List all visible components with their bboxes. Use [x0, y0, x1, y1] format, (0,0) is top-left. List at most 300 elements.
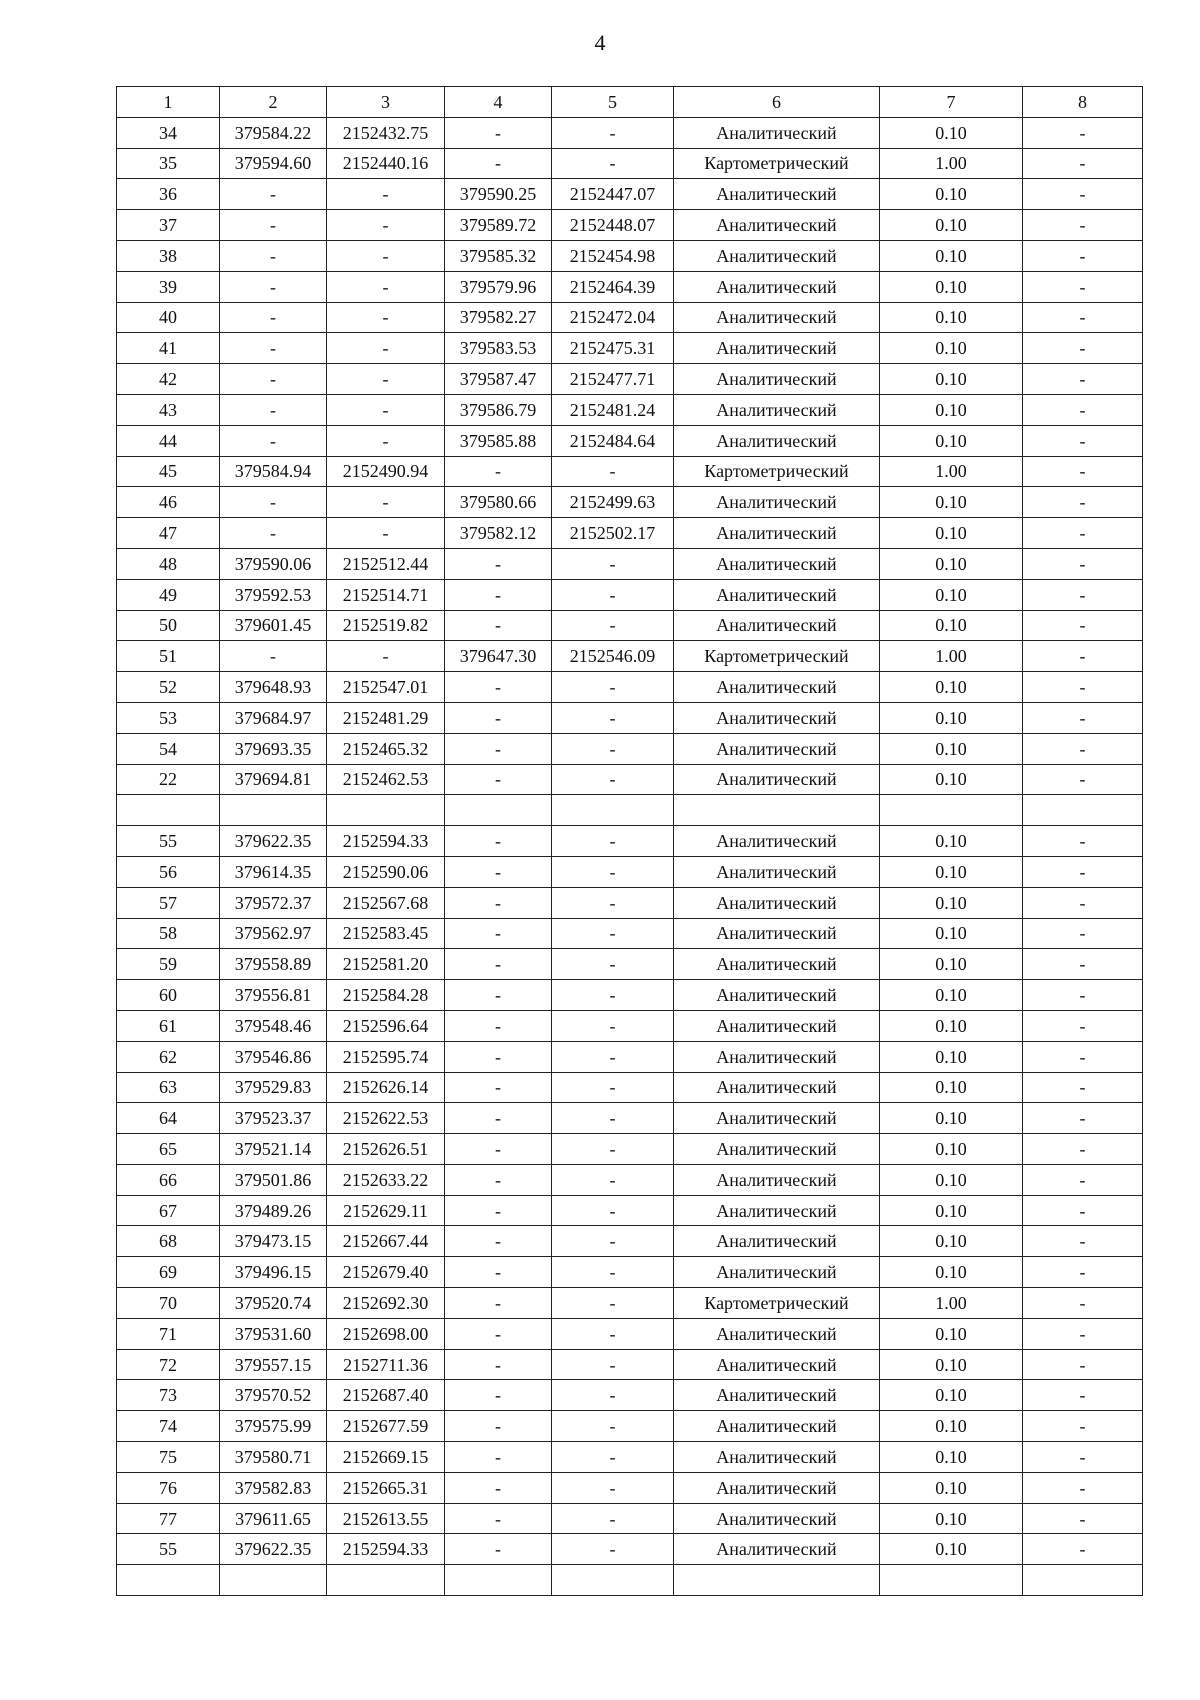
table-cell: 379575.99 [220, 1411, 327, 1442]
table-cell [327, 795, 445, 826]
table-cell: 0.10 [880, 702, 1023, 733]
table-cell: - [552, 1534, 674, 1565]
table-row [117, 425, 1143, 456]
table-cell: 0.10 [880, 579, 1023, 610]
table-row [117, 764, 1143, 795]
table-row [117, 1010, 1143, 1041]
table-cell: - [1023, 148, 1143, 179]
table-cell: - [445, 1072, 552, 1103]
table-cell: 2152499.63 [552, 487, 674, 518]
table-cell: - [552, 1103, 674, 1134]
table-cell: - [327, 302, 445, 333]
table-cell: - [445, 1134, 552, 1165]
table-cell: 2152595.74 [327, 1041, 445, 1072]
table-cell: 2152669.15 [327, 1442, 445, 1473]
table-cell: 379614.35 [220, 856, 327, 887]
table-cell: - [552, 1442, 674, 1473]
table-row [117, 456, 1143, 487]
table-cell: 64 [117, 1103, 220, 1134]
table-cell: Аналитический [674, 302, 880, 333]
table-row [117, 1164, 1143, 1195]
table-cell: - [1023, 1103, 1143, 1134]
table-cell: - [1023, 333, 1143, 364]
table-cell: - [552, 887, 674, 918]
table-cell: 2152626.51 [327, 1134, 445, 1165]
table-row [117, 179, 1143, 210]
table-row [117, 148, 1143, 179]
table-cell [117, 795, 220, 826]
header-cell: 8 [1023, 87, 1143, 118]
table-cell: - [1023, 1288, 1143, 1319]
table-cell: 1.00 [880, 148, 1023, 179]
table-cell: - [552, 456, 674, 487]
table-cell: Аналитический [674, 210, 880, 241]
table-cell: 70 [117, 1288, 220, 1319]
table-cell: 2152679.40 [327, 1257, 445, 1288]
table-cell: Аналитический [674, 179, 880, 210]
table-cell: Аналитический [674, 425, 880, 456]
table-cell: 0.10 [880, 364, 1023, 395]
table-cell: - [1023, 1195, 1143, 1226]
table-cell [1023, 1565, 1143, 1596]
table-cell: 0.10 [880, 1226, 1023, 1257]
table-cell: 0.10 [880, 1503, 1023, 1534]
table-cell: Аналитический [674, 856, 880, 887]
table-row [117, 1349, 1143, 1380]
table-cell: 67 [117, 1195, 220, 1226]
table-cell: 2152432.75 [327, 117, 445, 148]
table-cell: 379531.60 [220, 1318, 327, 1349]
table-cell: 0.10 [880, 1041, 1023, 1072]
table-cell: 379594.60 [220, 148, 327, 179]
table-cell: Аналитический [674, 1472, 880, 1503]
table-row [117, 1565, 1143, 1596]
table-cell: 379592.53 [220, 579, 327, 610]
table-cell: - [220, 271, 327, 302]
table-cell: 56 [117, 856, 220, 887]
table-cell: - [1023, 548, 1143, 579]
table-cell: Аналитический [674, 887, 880, 918]
table-cell: 2152590.06 [327, 856, 445, 887]
table-cell: 2152667.44 [327, 1226, 445, 1257]
table-cell: 0.10 [880, 1380, 1023, 1411]
table-cell: - [445, 456, 552, 487]
table-cell: - [1023, 487, 1143, 518]
table-cell: 2152698.00 [327, 1318, 445, 1349]
table-cell: - [552, 1411, 674, 1442]
table-cell: - [552, 1288, 674, 1319]
table-cell: 0.10 [880, 1072, 1023, 1103]
table-row [117, 1134, 1143, 1165]
table-cell: - [552, 826, 674, 857]
table-cell: - [552, 702, 674, 733]
table-cell: - [552, 548, 674, 579]
table-cell: - [1023, 1164, 1143, 1195]
table-cell: - [1023, 1534, 1143, 1565]
table-cell: - [445, 764, 552, 795]
table-cell: - [1023, 271, 1143, 302]
table-cell: 379585.32 [445, 240, 552, 271]
table-cell: 59 [117, 949, 220, 980]
table-cell: Аналитический [674, 1349, 880, 1380]
table-cell: 36 [117, 179, 220, 210]
table-cell: Аналитический [674, 1010, 880, 1041]
table-cell: - [552, 1472, 674, 1503]
table-cell: - [1023, 394, 1143, 425]
table-cell: 0.10 [880, 980, 1023, 1011]
table-cell: - [1023, 456, 1143, 487]
table-cell: 38 [117, 240, 220, 271]
table-cell: 74 [117, 1411, 220, 1442]
table-row [117, 672, 1143, 703]
table-cell: - [445, 949, 552, 980]
table-cell: - [552, 1380, 674, 1411]
table-cell: - [552, 148, 674, 179]
table-cell: 2152519.82 [327, 610, 445, 641]
table-cell: 0.10 [880, 210, 1023, 241]
table-cell: - [1023, 980, 1143, 1011]
table-cell: 39 [117, 271, 220, 302]
table-cell [880, 795, 1023, 826]
table-cell: Аналитический [674, 764, 880, 795]
table-cell: - [1023, 240, 1143, 271]
table-cell: 2152502.17 [552, 518, 674, 549]
table-row [117, 1442, 1143, 1473]
table-row [117, 1257, 1143, 1288]
table-header [117, 87, 1143, 118]
table-cell: 63 [117, 1072, 220, 1103]
table-cell: 2152629.11 [327, 1195, 445, 1226]
table-row [117, 271, 1143, 302]
table-body [117, 117, 1143, 1595]
table-cell: - [445, 610, 552, 641]
table-row [117, 949, 1143, 980]
table-row [117, 610, 1143, 641]
table-cell: - [1023, 610, 1143, 641]
table-cell: 2152465.32 [327, 733, 445, 764]
table-cell: 0.10 [880, 1195, 1023, 1226]
table-cell: Аналитический [674, 1134, 880, 1165]
table-cell: 379546.86 [220, 1041, 327, 1072]
table-cell: - [445, 702, 552, 733]
table-cell: Картометрический [674, 148, 880, 179]
table-cell: - [1023, 733, 1143, 764]
table-row [117, 302, 1143, 333]
table-cell: 0.10 [880, 487, 1023, 518]
table-cell: 42 [117, 364, 220, 395]
table-cell: Аналитический [674, 1072, 880, 1103]
table-cell: - [552, 672, 674, 703]
table-row [117, 733, 1143, 764]
table-row [117, 1318, 1143, 1349]
table-cell: - [552, 117, 674, 148]
table-cell: - [445, 1318, 552, 1349]
table-cell: 0.10 [880, 302, 1023, 333]
table-cell: - [552, 1010, 674, 1041]
table-cell: 0.10 [880, 1349, 1023, 1380]
table-cell: Аналитический [674, 548, 880, 579]
table-cell: 0.10 [880, 240, 1023, 271]
table-cell: 2152448.07 [552, 210, 674, 241]
table-row [117, 1072, 1143, 1103]
table-cell: - [1023, 425, 1143, 456]
table-cell: - [445, 1503, 552, 1534]
table-cell: 49 [117, 579, 220, 610]
table-cell: 40 [117, 302, 220, 333]
header-cell: 2 [220, 87, 327, 118]
table-cell: - [1023, 1380, 1143, 1411]
table-cell: - [1023, 1349, 1143, 1380]
table-cell: - [1023, 302, 1143, 333]
table-cell: 0.10 [880, 117, 1023, 148]
table-cell: - [445, 1041, 552, 1072]
table-cell: 2152477.71 [552, 364, 674, 395]
table-cell: Аналитический [674, 918, 880, 949]
table-cell: 44 [117, 425, 220, 456]
table-cell: - [220, 518, 327, 549]
table-cell: 0.10 [880, 1257, 1023, 1288]
table-cell: - [445, 579, 552, 610]
table-cell: - [1023, 1442, 1143, 1473]
table-cell: Аналитический [674, 1257, 880, 1288]
table-cell: - [552, 733, 674, 764]
table-cell: Аналитический [674, 1195, 880, 1226]
table-cell: 379622.35 [220, 1534, 327, 1565]
table-cell: 379523.37 [220, 1103, 327, 1134]
table-cell: 379579.96 [445, 271, 552, 302]
table-cell: 379572.37 [220, 887, 327, 918]
table-cell: - [552, 1503, 674, 1534]
table-cell: 58 [117, 918, 220, 949]
header-cell: 7 [880, 87, 1023, 118]
table-row [117, 240, 1143, 271]
table-cell: - [220, 364, 327, 395]
table-cell: 72 [117, 1349, 220, 1380]
table-cell: - [220, 333, 327, 364]
table-cell: - [1023, 641, 1143, 672]
table-cell: 2152687.40 [327, 1380, 445, 1411]
table-cell [1023, 795, 1143, 826]
table-cell: 379684.97 [220, 702, 327, 733]
table-cell: - [327, 425, 445, 456]
table-cell: 379582.12 [445, 518, 552, 549]
table-cell: 22 [117, 764, 220, 795]
table-cell: 379580.66 [445, 487, 552, 518]
table-cell: Аналитический [674, 672, 880, 703]
table-cell: 61 [117, 1010, 220, 1041]
table-cell: - [1023, 117, 1143, 148]
table-cell: - [445, 733, 552, 764]
table-cell: Аналитический [674, 117, 880, 148]
table-cell: - [327, 333, 445, 364]
table-cell: 379557.15 [220, 1349, 327, 1380]
table-cell: 379589.72 [445, 210, 552, 241]
table-row [117, 1041, 1143, 1072]
table-cell: 35 [117, 148, 220, 179]
table-cell: 379601.45 [220, 610, 327, 641]
table-cell: 2152581.20 [327, 949, 445, 980]
table-row [117, 641, 1143, 672]
table-cell: - [552, 610, 674, 641]
table-cell: 379585.88 [445, 425, 552, 456]
table-cell: - [1023, 856, 1143, 887]
table-cell: - [327, 179, 445, 210]
table-cell: - [445, 1195, 552, 1226]
table-cell: 2152613.55 [327, 1503, 445, 1534]
table-cell: 0.10 [880, 672, 1023, 703]
table-cell: - [552, 1072, 674, 1103]
table-cell [552, 1565, 674, 1596]
table-cell: Аналитический [674, 702, 880, 733]
table-cell: 0.10 [880, 548, 1023, 579]
table-cell: 379648.93 [220, 672, 327, 703]
table-cell: Аналитический [674, 1164, 880, 1195]
table-cell: - [220, 210, 327, 241]
table-cell: - [445, 1380, 552, 1411]
table-cell: 2152594.33 [327, 826, 445, 857]
table-cell: - [1023, 1226, 1143, 1257]
table-row [117, 1103, 1143, 1134]
table-cell: 1.00 [880, 1288, 1023, 1319]
table-cell: 0.10 [880, 394, 1023, 425]
table-cell: 0.10 [880, 1318, 1023, 1349]
table-row [117, 1472, 1143, 1503]
table-cell: - [445, 1164, 552, 1195]
table-cell: 0.10 [880, 887, 1023, 918]
table-cell: Картометрический [674, 456, 880, 487]
table-cell: 0.10 [880, 1164, 1023, 1195]
table-cell: - [552, 1041, 674, 1072]
table-cell: 1.00 [880, 641, 1023, 672]
table-row [117, 117, 1143, 148]
table-cell: - [552, 1349, 674, 1380]
table-cell [880, 1565, 1023, 1596]
table-cell: 2152594.33 [327, 1534, 445, 1565]
table-cell: 34 [117, 117, 220, 148]
table-row [117, 1226, 1143, 1257]
table-cell: Аналитический [674, 949, 880, 980]
table-row [117, 856, 1143, 887]
table-cell: - [1023, 1503, 1143, 1534]
table-cell: 71 [117, 1318, 220, 1349]
table-cell: Аналитический [674, 271, 880, 302]
table-cell: - [327, 487, 445, 518]
table-cell: 65 [117, 1134, 220, 1165]
table-cell: - [1023, 1472, 1143, 1503]
table-cell: - [1023, 1411, 1143, 1442]
table-cell: 0.10 [880, 918, 1023, 949]
table-cell: - [1023, 364, 1143, 395]
table-cell: 2152481.29 [327, 702, 445, 733]
table-cell: 379521.14 [220, 1134, 327, 1165]
table-cell: - [445, 1010, 552, 1041]
table-cell: 0.10 [880, 1411, 1023, 1442]
table-cell: Аналитический [674, 364, 880, 395]
table-cell: Аналитический [674, 1380, 880, 1411]
table-cell: - [327, 641, 445, 672]
table-cell [327, 1565, 445, 1596]
table-cell: - [552, 949, 674, 980]
table-cell: 379590.06 [220, 548, 327, 579]
table-row [117, 548, 1143, 579]
header-row [117, 87, 1143, 118]
table-cell: - [445, 980, 552, 1011]
table-cell: 76 [117, 1472, 220, 1503]
table-cell: Аналитический [674, 487, 880, 518]
table-cell: 2152546.09 [552, 641, 674, 672]
table-cell: - [1023, 887, 1143, 918]
table-cell: - [445, 1442, 552, 1473]
table-cell: Аналитический [674, 1411, 880, 1442]
table-cell: Аналитический [674, 1226, 880, 1257]
table-cell: - [1023, 179, 1143, 210]
table-row [117, 210, 1143, 241]
table-cell: - [1023, 826, 1143, 857]
table-cell: 2152665.31 [327, 1472, 445, 1503]
table-cell: 0.10 [880, 856, 1023, 887]
table-cell: 53 [117, 702, 220, 733]
table-cell: 0.10 [880, 949, 1023, 980]
table-cell: - [220, 394, 327, 425]
table-row [117, 333, 1143, 364]
table-cell: - [1023, 764, 1143, 795]
table-cell: 0.10 [880, 518, 1023, 549]
table-cell [674, 1565, 880, 1596]
table-cell: 2152692.30 [327, 1288, 445, 1319]
table-cell: - [445, 1288, 552, 1319]
table-cell: 47 [117, 518, 220, 549]
table-cell: - [445, 887, 552, 918]
table-cell: 2152547.01 [327, 672, 445, 703]
table-cell: 57 [117, 887, 220, 918]
table-cell: - [1023, 918, 1143, 949]
table-cell: - [552, 1134, 674, 1165]
table-cell: - [552, 1318, 674, 1349]
table-cell: 77 [117, 1503, 220, 1534]
table-cell: - [1023, 1072, 1143, 1103]
page-number: 4 [594, 30, 606, 55]
table-cell: 2152440.16 [327, 148, 445, 179]
table-cell: - [1023, 1134, 1143, 1165]
table-cell: 379590.25 [445, 179, 552, 210]
table-cell: - [327, 240, 445, 271]
table-cell: 2152464.39 [552, 271, 674, 302]
table-cell: - [445, 672, 552, 703]
table-cell: 2152472.04 [552, 302, 674, 333]
table-cell [445, 1565, 552, 1596]
table-cell: 62 [117, 1041, 220, 1072]
table-row [117, 579, 1143, 610]
table-cell: - [327, 210, 445, 241]
table-cell: - [445, 856, 552, 887]
table-cell: 379694.81 [220, 764, 327, 795]
table-cell: 379473.15 [220, 1226, 327, 1257]
table-cell: - [327, 394, 445, 425]
table-cell: 0.10 [880, 1134, 1023, 1165]
table-cell: - [552, 1226, 674, 1257]
table-row [117, 826, 1143, 857]
table-cell: 37 [117, 210, 220, 241]
table-cell: Картометрический [674, 641, 880, 672]
table-cell: 2152512.44 [327, 548, 445, 579]
table-cell: - [445, 148, 552, 179]
table-cell: 0.10 [880, 333, 1023, 364]
table-cell: - [1023, 1318, 1143, 1349]
table-cell: 0.10 [880, 610, 1023, 641]
table-cell: - [1023, 518, 1143, 549]
table-cell: - [1023, 210, 1143, 241]
table-cell: Аналитический [674, 1041, 880, 1072]
